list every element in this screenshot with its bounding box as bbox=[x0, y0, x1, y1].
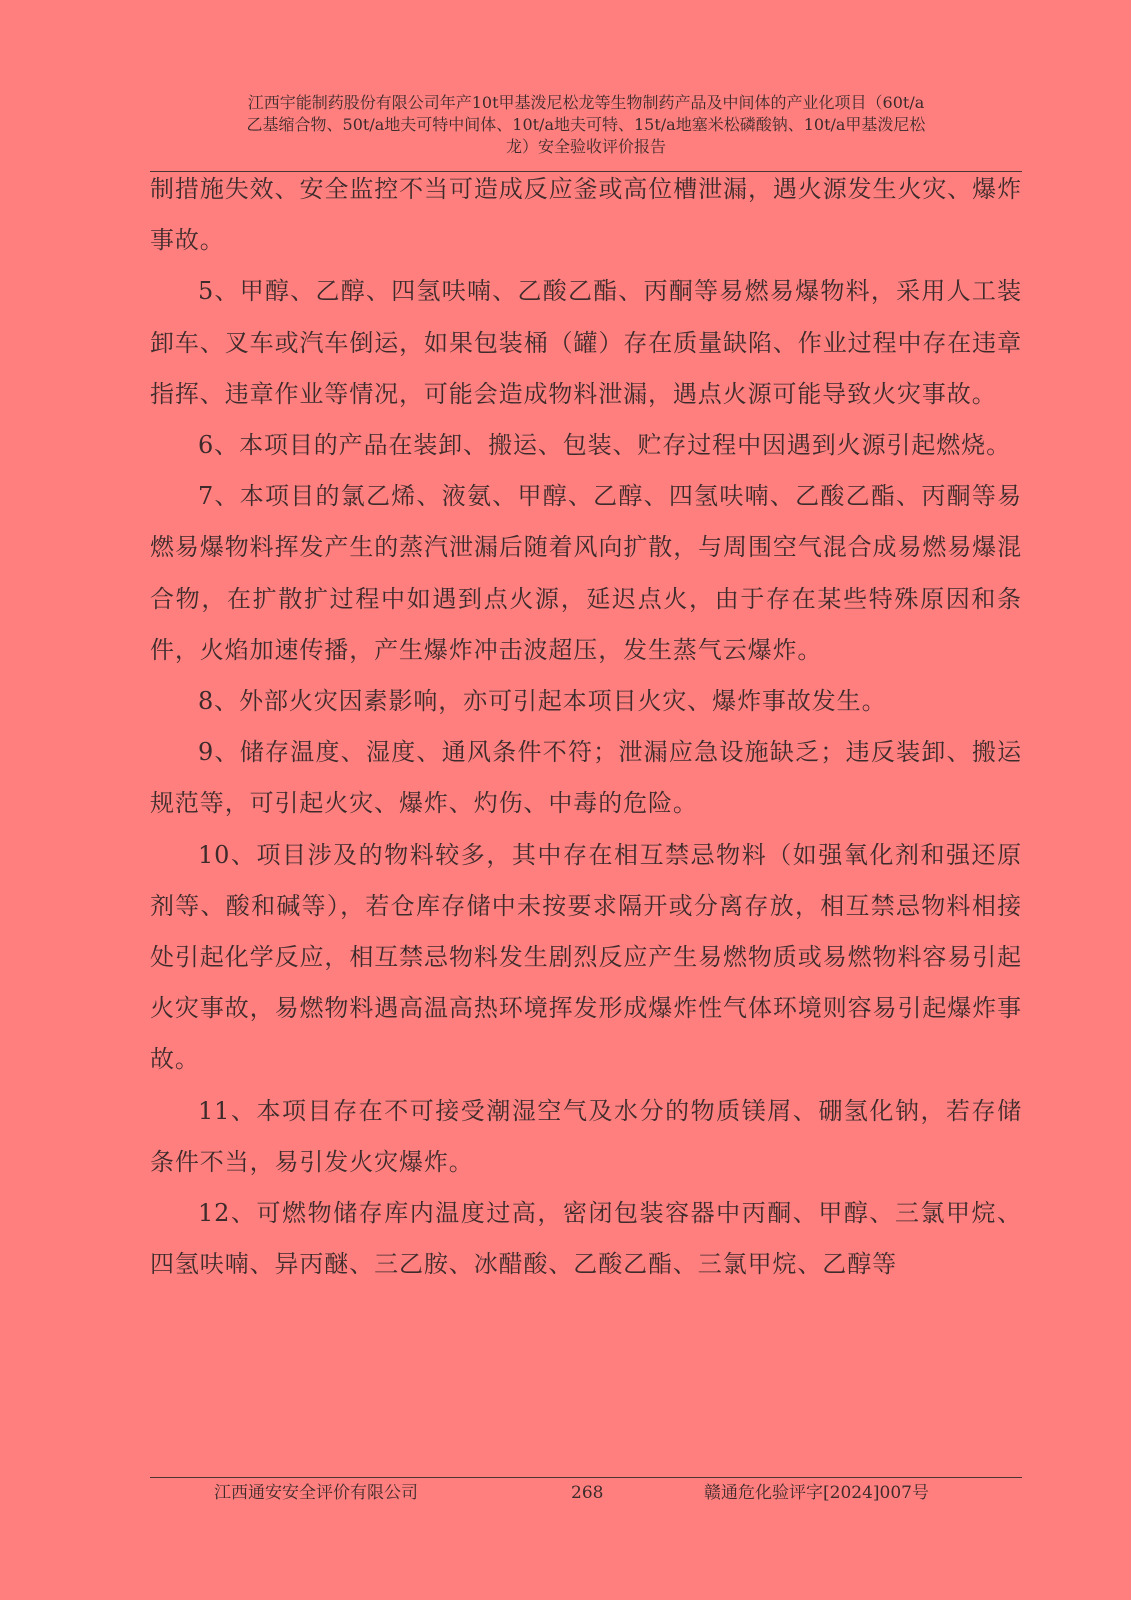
paragraph-item-5: 5、甲醇、乙醇、四氢呋喃、乙酸乙酯、丙酮等易燃易爆物料，采用人工装卸车、叉车或汽车倒运，如果包装桶（罐）存在质量缺陷、作业过程中存在违章指挥、违章作业等情况，可能会造成物料泄漏，遇点火源可能导致火灾事故。 bbox=[150, 277, 1022, 408]
header-line-1: 江西宇能制药股份有限公司年产10t甲基泼尼松龙等生物制药产品及中间体的产业化项目（60t/a bbox=[247, 93, 925, 112]
paragraph-item-8: 8、外部火灾因素影响，亦可引起本项目火灾、爆炸事故发生。 bbox=[198, 687, 887, 716]
paragraph-item-10: 10、项目涉及的物料较多，其中存在相互禁忌物料（如强氧化剂和强还原剂等、酸和碱等），若仓库存储中未按要求隔开或分离存放，相互禁忌物料相接处引起化学反应，相互禁忌物料发生剧烈反应产生易燃物质或易燃物料容易引起火灾事故，易燃物料遇高温高热环境挥发形成爆炸性气体环境则容易引起爆炸事故。 bbox=[150, 840, 1022, 1074]
paragraph-item-6: 6、本项目的产品在装卸、搬运、包装、贮存过程中因遇到火源引起燃烧。 bbox=[198, 431, 1011, 460]
paragraph-item-11: 11、本项目存在不可接受潮湿空气及水分的物质镁屑、硼氢化钠，若存储条件不当，易引发火灾爆炸。 bbox=[150, 1096, 1022, 1176]
paragraph-item-9: 9、储存温度、湿度、通风条件不符；泄漏应急设施缺乏；违反装卸、搬运规范等，可引起火灾、爆炸、灼伤、中毒的危险。 bbox=[150, 738, 1022, 818]
footer-divider bbox=[150, 1477, 1022, 1478]
header-line-3: 龙）安全验收评价报告 bbox=[505, 137, 666, 156]
footer-document-number: 赣通危化验评字[2024]007号 bbox=[704, 1483, 929, 1503]
footer-page-number: 268 bbox=[571, 1483, 604, 1503]
page-header bbox=[150, 92, 1022, 158]
paragraph-item-12: 12、可燃物储存库内温度过高，密闭包装容器中丙酮、甲醇、三氯甲烷、四氢呋喃、异丙醚、三乙胺、冰醋酸、乙酸乙酯、三氯甲烷、乙醇等 bbox=[150, 1199, 1022, 1279]
body-text bbox=[150, 164, 1022, 1290]
paragraph-continued: 制措施失效、安全监控不当可造成反应釜或高位槽泄漏，遇火源发生火灾、爆炸事故。 bbox=[150, 175, 1022, 255]
header-line-2: 乙基缩合物、50t/a地夫可特中间体、10t/a地夫可特、15t/a地塞米松磷酸钠、10t/a甲基泼尼松 bbox=[246, 115, 926, 134]
paragraph-item-7: 7、本项目的氯乙烯、液氨、甲醇、乙醇、四氢呋喃、乙酸乙酯、丙酮等易燃易爆物料挥发产生的蒸汽泄漏后随着风向扩散，与周围空气混合成易燃易爆混合物，在扩散扩过程中如遇到点火源，延迟点火，由于存在某些特殊原因和条件，火焰加速传播，产生爆炸冲击波超压，发生蒸气云爆炸。 bbox=[150, 482, 1022, 664]
footer-company: 江西通安安全评价有限公司 bbox=[214, 1483, 418, 1503]
